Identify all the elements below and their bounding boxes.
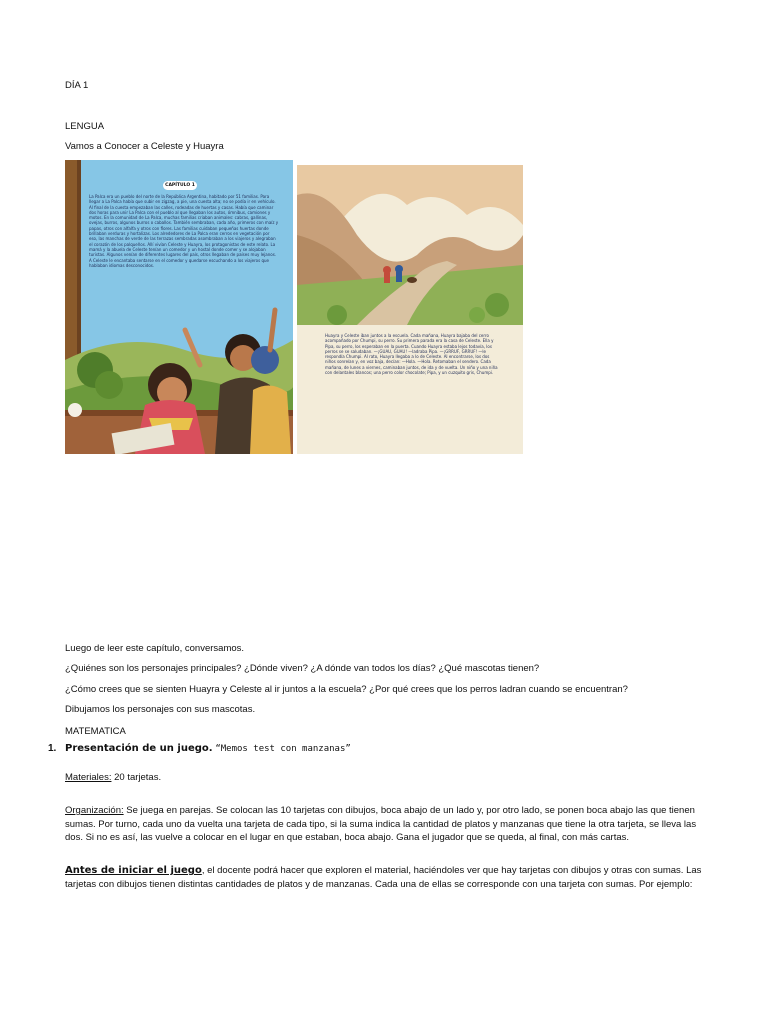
- subject-lengua: LENGUA: [65, 121, 105, 132]
- question-intro: Luego de leer este capítulo, conversamos.: [65, 643, 245, 654]
- chapter-badge: CAPÍTULO 1: [163, 181, 197, 190]
- item-heading: [65, 743, 351, 754]
- organizacion-paragraph: [65, 804, 705, 845]
- antes-text: , el docente podrá hacer que exploren el material, haciéndoles ver que hay tarjetas con dibujos y otras con sumas. Las tarjetas con dibujos tienen distintas cantidades de platos y de manzanas. Cada una de ellas se corresponde con una tarjeta con sumas. Por ejemplo:: [65, 865, 702, 890]
- drawing-instruction: Dibujamos los personajes con sus mascotas.: [65, 704, 256, 715]
- question-line-2: ¿Cómo crees que se sienten Huayra y Celeste al ir juntos a la escuela? ¿Por qué crees que los perros ladran cuando se encuentran?: [65, 684, 628, 695]
- book-page-left-image: [65, 160, 293, 454]
- organizacion-text: Se juega en parejas. Se colocan las 10 tarjetas con dibujos, boca abajo de un lado y, por otro lado, se ponen boca abajo las que tienen sumas. Por turno, cada uno da vuelta una tarjeta de cada tipo, si la suma indica la cantidad de platos y manzanas que tiene la otra tarjeta, se lleva las dos. Si no es así, las vuelve a colocar en el lugar en que estaban, boca abajo. Gana el jugador que se queda, al final, con más cartas.: [65, 805, 697, 843]
- item-title: Presentación de un juego.: [65, 743, 213, 754]
- materiales-line: [65, 771, 161, 784]
- book-right-text: Huayra y Celeste iban juntos a la escuela. Cada mañana, Huayra bajaba del cerro acompañado por Chumpi, su perro. Su primera parada era la casa de Celeste. Ella y Pipa, su perro, los esperaban en la puerta. Cuando Huayra estaba lejos todavía, los perros se se saludaban. —¡GUAU, GUAU! —ladraba Pipa. —¡GRRUF, GRRUF! —le respondía Chumpi. Al rato, Huayra llegaba a lo de Celeste. Al encontrarse, los dos niños sonreían y, en voz baja, decían: —Hola. —Hola. Retomaban el sendero. Cada mañana, de lunes a viernes, caminaban juntos, de ida y de vuelta. Un niño y una niña con delantales blancos; una perro color chocolate; Pipa, y un cuzquito gris, Chumpi.: [325, 333, 498, 376]
- subject-matematica: MATEMATICA: [65, 726, 126, 737]
- materiales-label: Materiales:: [65, 772, 112, 783]
- antes-label: Antes de iniciar el juego: [65, 865, 202, 876]
- lengua-title: Vamos a Conocer a Celeste y Huayra: [65, 141, 224, 152]
- item-game-name: “Memos test con manzanas”: [215, 744, 351, 754]
- organizacion-label: Organización:: [65, 805, 124, 816]
- question-line-1: ¿Quiénes son los personajes principales? ¿Dónde viven? ¿A dónde van todos los días? ¿Qué mascotas tienen?: [65, 663, 540, 674]
- item-number: 1.: [48, 743, 57, 754]
- book-left-text: La Palca era un pueblo del norte de la República Argentina, habitado por 51 familias. Para llegar a La Palca había que subir en zigzag, a pie, una cuesta alta; no se podía ir en vehículo. Al final de la cuesta empezaban las calles, rodeadas de huertas y casas. Había que caminar dos horas para unir La Palca con el pueblo al que llegaban los autos, ómnibus, camiones y motos. En la comunidad de La Palca, muchas familias criaban animales: cabras, gallinas, ovejas, burros, algunos burros o caballos. También sembraban, cada año, primeros con maíz y papas, otros con alfalfa y otros con flores. Las familias cuidaban pequeñas huertas donde brillaban verduras y hortalizas. Los alrededores de La Palca eran cerros en vegetación por eso, las manchas de verde de las terrazas sembradas asombraban a los viajeros y alegraban el corazón de los palqueños. Allí vivían Celeste y Huayra, los protagonistas de este relato. La mamá y la abuela de Celeste tenían un comedor y un hostal donde comer y se alojaban turistas. Algunos venían de diferentes lugares del país, otros llegaban de países muy lejanos. A Celeste le encantaba sentarse en el comedor y quedarse escuchando a los viajeros que hablaban idiomas desconocidos.: [89, 194, 279, 268]
- day-label: DÍA 1: [65, 80, 89, 91]
- book-page-right-image: [297, 165, 523, 454]
- antes-paragraph: [65, 864, 705, 891]
- materiales-text: 20 tarjetas.: [111, 772, 162, 783]
